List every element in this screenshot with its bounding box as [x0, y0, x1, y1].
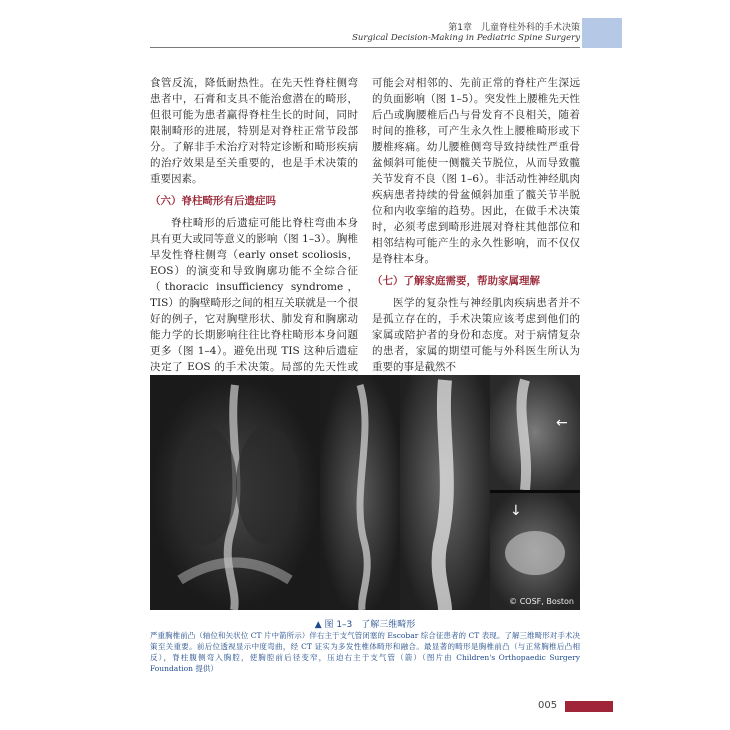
spine-shape — [400, 375, 490, 610]
ct-sagittal-3d — [400, 375, 490, 610]
ct-axial — [490, 493, 580, 610]
figure-imaging — [150, 375, 580, 610]
section-heading: （六）脊柱畸形有后遗症吗 — [150, 195, 276, 207]
copyright-label: © COSF, Boston — [509, 597, 574, 606]
arrow-left-icon: ← — [556, 415, 568, 431]
page-number: 005 — [538, 700, 558, 711]
left-column — [150, 75, 358, 391]
body-paragraph: 脊柱畸形的后遗症可能比脊柱弯曲本身具有更大或同等意义的影响（图 1–3）。胸椎早发性脊柱侧弯（early onset scoliosis，EOS）的演变和导致胸廓功能不全综合征（thoracic insufficiency syndrome，TIS）的胸壁畸形之间的相互关联就是一个很好的例子，它对胸壁形状、肺发育和胸廓动能力学的长期影响往往比脊柱畸形本身问题更多（图 1–4）。避免出现 TIS 这种后遗症决定了 EOS 的手术决策。局部的先天性或 — [150, 217, 358, 373]
section-heading: （七）了解家庭需要，帮助家属理解 — [372, 275, 540, 287]
body-paragraph: 医学的复杂性与神经肌肉疾病患者并不是孤立存在的，手术决策应该考虑到他们的家属或陪护者的身份和态度。对于病情复杂的患者，家属的期望可能与外科医生所认为重要的事是截然不 — [372, 297, 580, 373]
page-number-bar — [565, 701, 613, 712]
ct-sagittal — [490, 375, 580, 490]
chapter-title: 第1章 儿童脊柱外科的手术决策 — [448, 23, 580, 33]
spine-shape — [150, 375, 320, 610]
figure-caption-body: 严重胸椎前凸（轴位和矢状位 CT 片中箭所示）伴右主于支气管闭塞的 Escobar 综合征患者的 CT 表现。了解三维畸形对手术决策至关重要。前后位透视显示中度弯曲，经 CT 证实为多发性椎体畸形和融合。最显著的畸形是胸椎前凸（与正常胸椎后凸相反），脊柱腹侧弯入胸腔，使胸腔前后径变窄，压迫右主于支气管（箭）（图片由 Children's Orthopaedic Surgery Foundation 提供） — [150, 631, 580, 673]
arrow-down-icon: ↓ — [510, 503, 522, 519]
figure-caption-title: ▲ 图 1–3 了解三维畸形 — [314, 620, 416, 630]
right-column — [372, 75, 580, 375]
xray-frontal — [150, 375, 320, 610]
body-paragraph: 可能会对相邻的、先前正常的脊柱产生深远的负面影响（图 1–5）。突发性上腰椎先天性后凸或胸腰椎后凸与骨发育不良相关，随着时间的推移，可产生永久性上腰椎畸形或下腰椎疼痛。幼儿腰椎侧弯导致持续性严重骨盆倾斜可能使一侧髋关节脱位，从而导致髋关节发育不良（图 1–6）。非活动性神经肌肉疾病患者持续的骨盆倾斜加重了髋关节半脱位和内收挛缩的趋势。因此，在做手术决策时，必须考虑到畸形进展对脊柱其他部位和相邻结构可能产生的永久性影响，而不仅仅是脊柱本身。 — [372, 77, 580, 265]
vertebra-shape — [490, 493, 580, 610]
header-divider — [150, 47, 580, 48]
spine-shape — [490, 375, 580, 490]
spine-shape — [320, 375, 400, 610]
header-tab — [582, 18, 622, 48]
xray-lateral — [320, 375, 400, 610]
chapter-title-english: Surgical Decision-Making in Pediatric Spine Surgery — [352, 33, 580, 43]
body-paragraph: 食管反流，降低耐热性。在先天性脊柱侧弯患者中，石膏和支具不能治愈潜在的畸形，但很可能为患者赢得脊柱生长的时间，同时限制畸形的进展，特别是对脊柱正常节段部分。了解非手术治疗对特定诊断和畸形疾病的治疗效果是至关重要的，也是手术决策的重要因素。 — [150, 77, 358, 185]
